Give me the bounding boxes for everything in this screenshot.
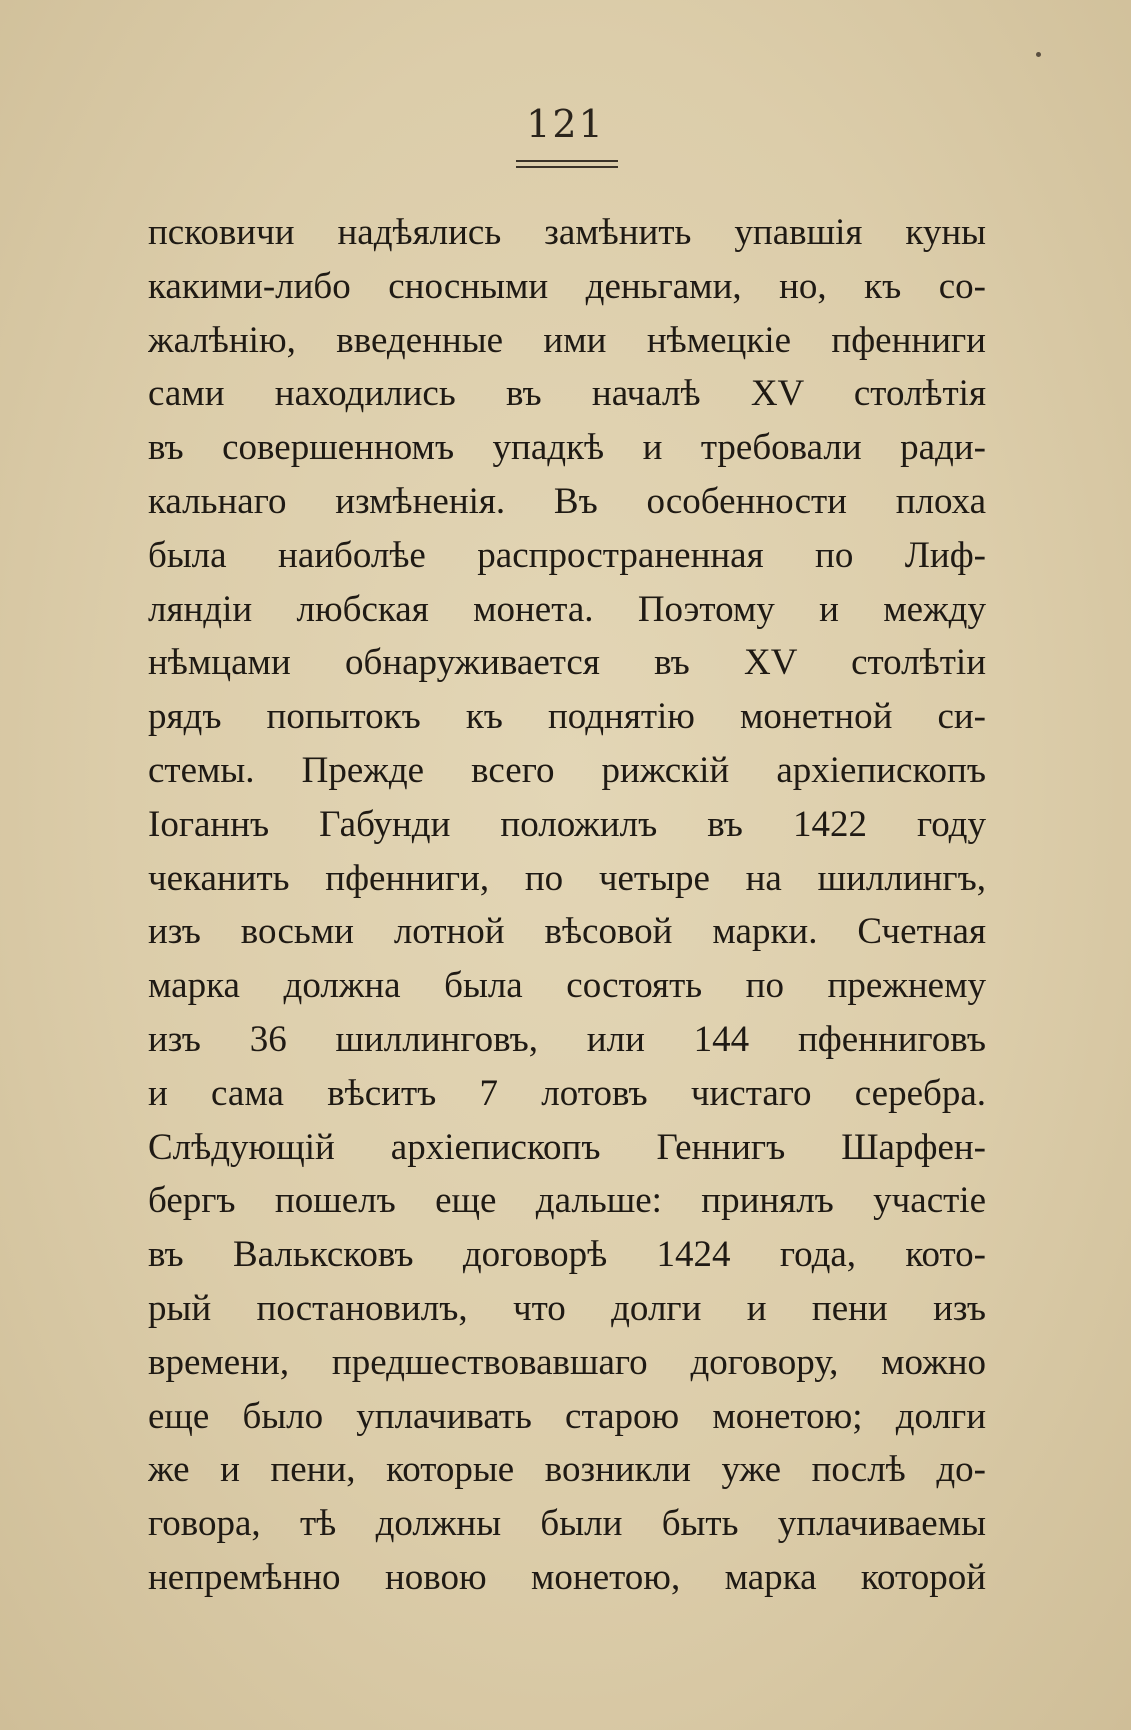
text-line: бергъ пошелъ еще дальше: принялъ участіе [148, 1180, 986, 1222]
text-line: рый постановилъ, что долги и пени изъ [148, 1287, 986, 1329]
page-number: 121 [526, 102, 605, 146]
text-line: еще было уплачивать старою монетою; долги [148, 1395, 986, 1437]
text-line: сами находились въ началѣ XV столѣтія [148, 373, 986, 415]
text-line: рядъ попытокъ къ поднятію монетной си- [148, 696, 986, 738]
text-line: чеканить пфенниги, по четыре на шиллингъ, [148, 857, 986, 899]
text-line: была наиболѣе распространенная по Лиф- [148, 534, 986, 576]
text-line: стемы. Прежде всего рижскій архіепископъ [148, 749, 986, 791]
ink-speck [1036, 52, 1041, 57]
text-line: марка должна была состоять по прежнему [148, 965, 986, 1007]
text-line: времени, предшествовавшаго договору, можно [148, 1341, 986, 1383]
text-line: же и пени, которые возникли уже послѣ до- [148, 1449, 986, 1491]
text-line: ляндіи любская монета. Поэтому и между [148, 588, 986, 630]
text-line: непремѣнно новою монетою, марка которой [148, 1556, 986, 1598]
body-text [148, 206, 986, 1605]
text-line: жалѣнію, введенные ими нѣмецкіе пфенниги [148, 319, 986, 361]
text-line: Слѣдующій архіепископъ Геннигъ Шарфен- [148, 1126, 986, 1168]
text-line: Іоганнъ Габунди положилъ въ 1422 году [148, 803, 986, 845]
text-line: псковичи надѣялись замѣнить упавшія куны [148, 212, 986, 253]
text-line: въ Вальксковъ договорѣ 1424 года, кото- [148, 1234, 986, 1276]
text-line: и сама вѣситъ 7 лотовъ чистаго серебра. [148, 1072, 986, 1114]
page-number-rule-bottom [516, 166, 618, 168]
text-line: говора, тѣ должны были быть уплачиваемы [148, 1503, 986, 1545]
text-line: нѣмцами обнаруживается въ XV столѣтіи [148, 642, 986, 684]
text-line: какими-либо сносными деньгами, но, къ со- [148, 265, 986, 307]
text-line: кальнаго измѣненія. Въ особенности плоха [148, 480, 986, 522]
text-line: въ совершенномъ упадкѣ и требовали ради- [148, 427, 986, 469]
page-number-rule-top [516, 160, 618, 162]
text-line: изъ 36 шиллинговъ, или 144 пфенниговъ [148, 1018, 986, 1060]
text-line: изъ восьми лотной вѣсовой марки. Счетная [148, 911, 986, 953]
